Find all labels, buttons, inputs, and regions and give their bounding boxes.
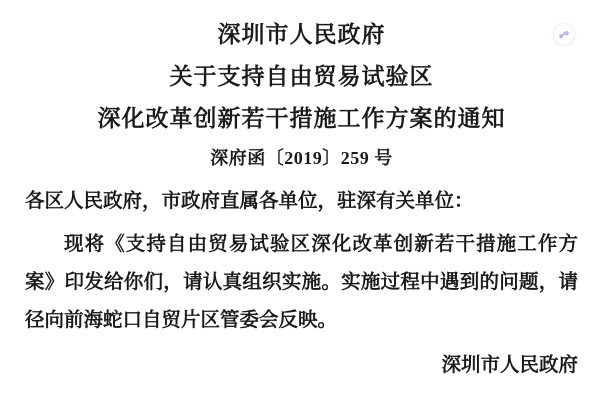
reader-mode-button[interactable] [553, 23, 575, 45]
salutation-line: 各区人民政府，市政府直属各单位，驻深有关单位： [25, 191, 474, 212]
title-line-3: 深化改革创新若干措施工作方案的通知 [97, 106, 506, 131]
document-title [25, 14, 578, 140]
link-curve-icon [558, 28, 570, 40]
title-line-2: 关于支持自由贸易试验区 [169, 64, 434, 89]
document-number: 深府函〔2019〕259 号 [210, 148, 393, 168]
title-line-1: 深圳市人民政府 [217, 22, 386, 47]
body-paragraph: 现将《支持自由贸易试验区深化改革创新若干措施工作方案》印发给你们，请认真组织实施。实施过程中遇到的问题，请径向前海蛇口自贸片区管委会反映。 [25, 234, 578, 331]
signature-line: 深圳市人民政府 [441, 355, 578, 376]
